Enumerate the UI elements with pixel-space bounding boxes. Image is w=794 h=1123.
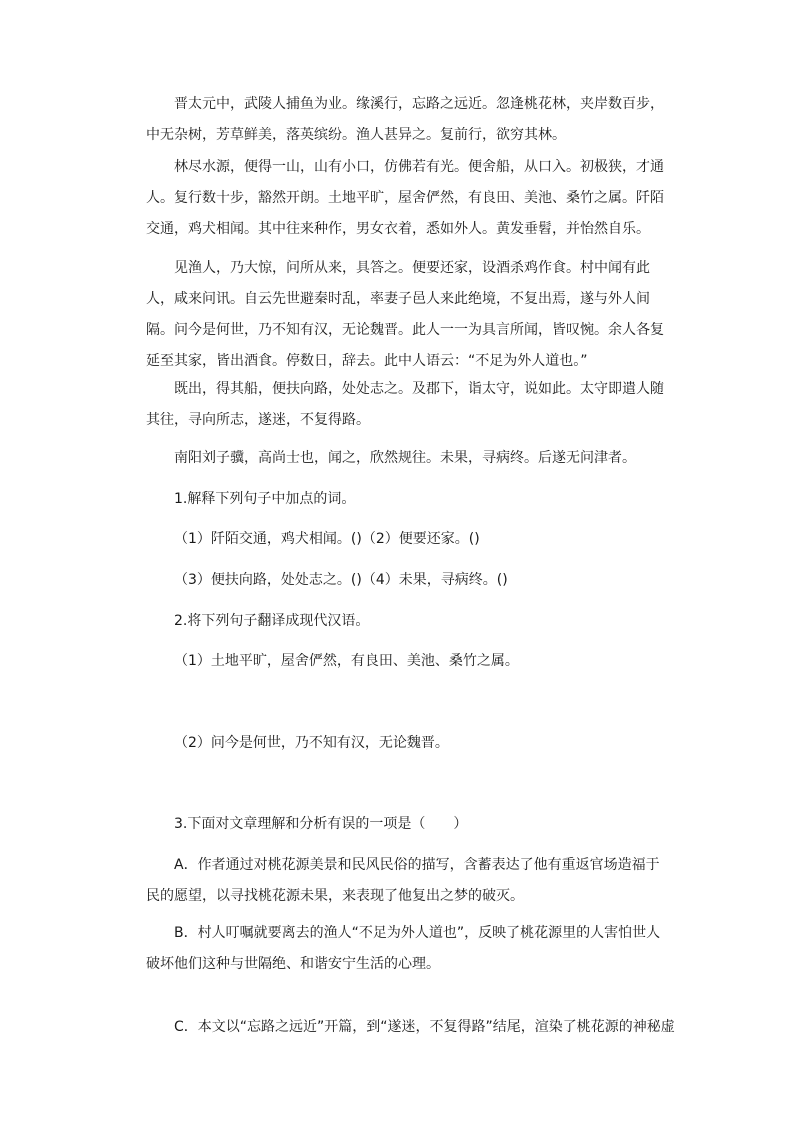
question-3-option-a: A．作者通过对桃花源美景和民风民俗的描写，含蓄表达了他有重返官场造福于民的愿望，以寻找桃花源未果，来表现了他复出之梦的破灭。 [146,857,660,904]
question-2-title: 2.将下列句子翻译成现代汉语。 [174,613,370,629]
question-3-option-c: C．本文以“忘路之远近”开篇，到“遂迷，不复得路”结尾，渲染了桃花源的神秘虚 [174,1019,675,1035]
question-3-option-b: B．村人叮嘱就要离去的渔人“不足为外人道也”，反映了桃花源里的人害怕世人破坏他们这种与世隔绝、和谐安宁生活的心理。 [146,925,661,972]
passage-paragraph-2: 林尽水源，便得一山，山有小口，仿佛若有光。便舍船，从口入。初极狭，才通人。复行数十步，豁然开朗。土地平旷，屋舍俨然，有良田、美池、桑竹之属。阡陌交通，鸡犬相闻。其中往来种作，男女衣着，悉如外人。黄发垂髫，并怡然自乐。 [146,159,664,237]
question-1-title: 1.解释下列句子中加点的词。 [174,491,356,507]
passage-paragraph-1: 晋太元中，武陵人捕鱼为业。缘溪行，忘路之远近。忽逢桃花林，夹岸数百步，中无杂树，芳草鲜美，落英缤纷。渔人甚异之。复前行，欲穷其林。 [146,96,664,143]
question-1-line-2: （3）便扶向路，处处志之。()（4）未果，寻病终。() [174,572,508,588]
question-2-item-1: （1）土地平旷，屋舍俨然，有良田、美池、桑竹之属。 [174,653,519,669]
question-3-title: 3.下面对文章理解和分析有误的一项是（ ） [174,816,468,832]
question-1-line-1: （1）阡陌交通，鸡犬相闻。()（2）便要还家。() [174,531,480,547]
passage-paragraph-5: 南阳刘子骥，高尚士也，闻之，欣然规往。未果，寻病终。后遂无问津者。 [174,450,636,466]
question-2-item-2: （2）问今是何世，乃不知有汉，无论魏晋。 [174,735,449,751]
passage-paragraph-3: 见渔人，乃大惊，问所从来，具答之。便要还家，设酒杀鸡作食。村中闻有此人，咸来问讯。自云先世避秦时乱，率妻子邑人来此绝境，不复出焉，遂与外人间隔。问今是何世，乃不知有汉，无论魏晋。此人一一为具言所闻，皆叹惋。余人各复延至其家，皆出酒食。停数日，辞去。此中人语云：“不足为外人道也。” [146,260,664,369]
passage-paragraph-4: 既出，得其船，便扶向路，处处志之。及郡下，诣太守，说如此。太守即遣人随其往，寻向所志，遂迷，不复得路。 [146,381,664,428]
